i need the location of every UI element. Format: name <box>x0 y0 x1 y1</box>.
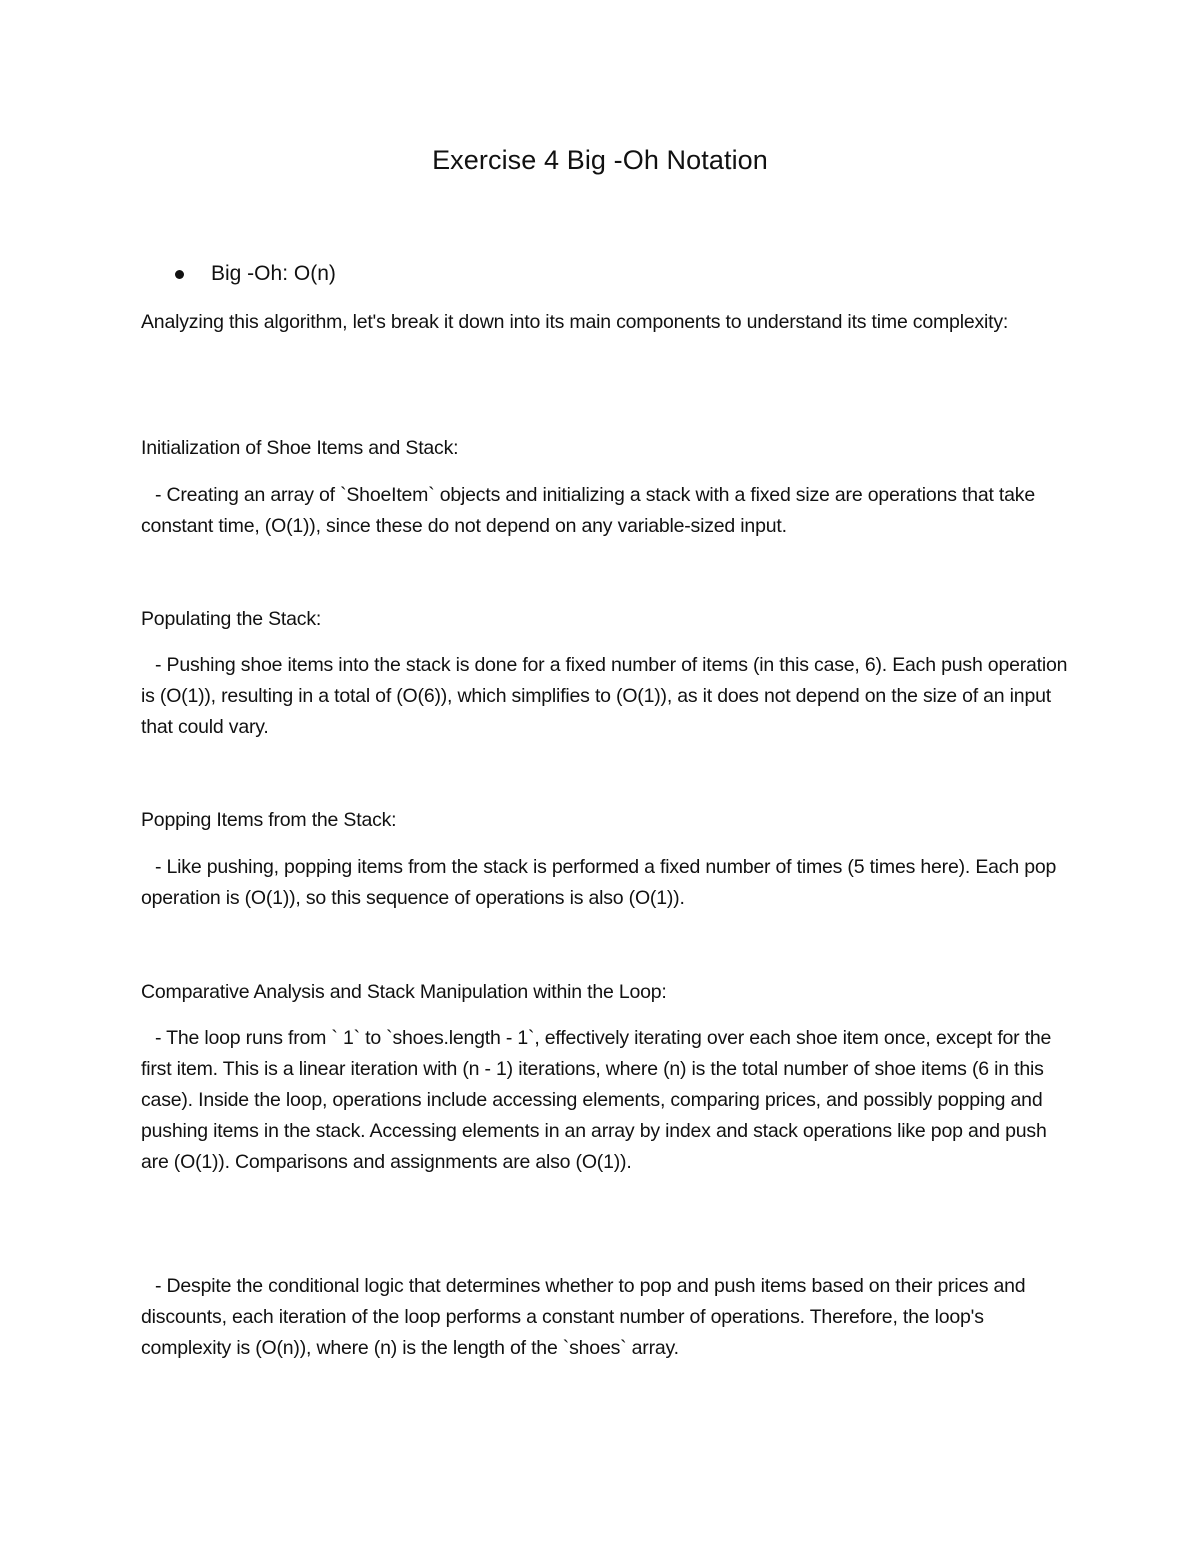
section-body-text: - The loop runs from ` 1` to `shoes.length - 1`, effectively iterating over each shoe item once, except for the first item. This is a linear iteration with (n - 1) iterations, where (n) is the total number of shoe items (6 in this case). Inside the loop, operations include accessing elements, comparing prices, and possibly popping and pushing items in the stack. Accessing elements in an array by index and stack operations like pop and push are (O(1)). Comparisons and assignments are also (O(1)). <box>141 1027 1052 1173</box>
section-heading <box>141 977 1076 1008</box>
section-body <box>141 852 1076 914</box>
section-body-text: - Pushing shoe items into the stack is done for a fixed number of items (in this case, 6). Each push operation is (O(1)), resulting in a total of (O(6)), which simplifies to (O(1)), as it does not depend on the size of an input that could vary. <box>141 654 1068 738</box>
section-body <box>141 650 1076 743</box>
section-heading <box>141 433 1076 464</box>
section-heading-text: Popping Items from the Stack: <box>141 809 397 831</box>
closing-text: - Despite the conditional logic that determines whether to pop and push items based on their prices and discounts, each iteration of the loop performs a constant number of operations. Therefore, the loop's complexity is (O(n)), where (n) is the length of the `shoes` array. <box>141 1275 1026 1359</box>
intro-paragraph <box>141 307 1076 338</box>
section-body <box>141 480 1076 542</box>
section-heading-text: Comparative Analysis and Stack Manipulation within the Loop: <box>141 981 667 1003</box>
section-heading-text: Populating the Stack: <box>141 608 322 630</box>
section-body-text: - Creating an array of `ShoeItem` objects and initializing a stack with a fixed size are operations that take constant time, (O(1)), since these do not depend on any variable-sized input. <box>141 484 1035 537</box>
section-body <box>141 1023 1076 1178</box>
section-heading <box>141 805 1076 836</box>
bullet-dot-icon <box>175 270 184 279</box>
closing-paragraph <box>141 1271 1076 1364</box>
section-heading <box>141 604 1076 635</box>
document-title: Exercise 4 Big -Oh Notation <box>432 145 768 175</box>
section-heading-text: Initialization of Shoe Items and Stack: <box>141 437 459 459</box>
intro-text: Analyzing this algorithm, let's break it down into its main components to understand its time complexity: <box>141 311 1009 333</box>
section-body-text: - Like pushing, popping items from the stack is performed a fixed number of times (5 times here). Each pop operation is (O(1)), so this sequence of operations is also (O(1)). <box>141 856 1057 909</box>
bullet-text: Big -Oh: O(n) <box>211 262 336 285</box>
